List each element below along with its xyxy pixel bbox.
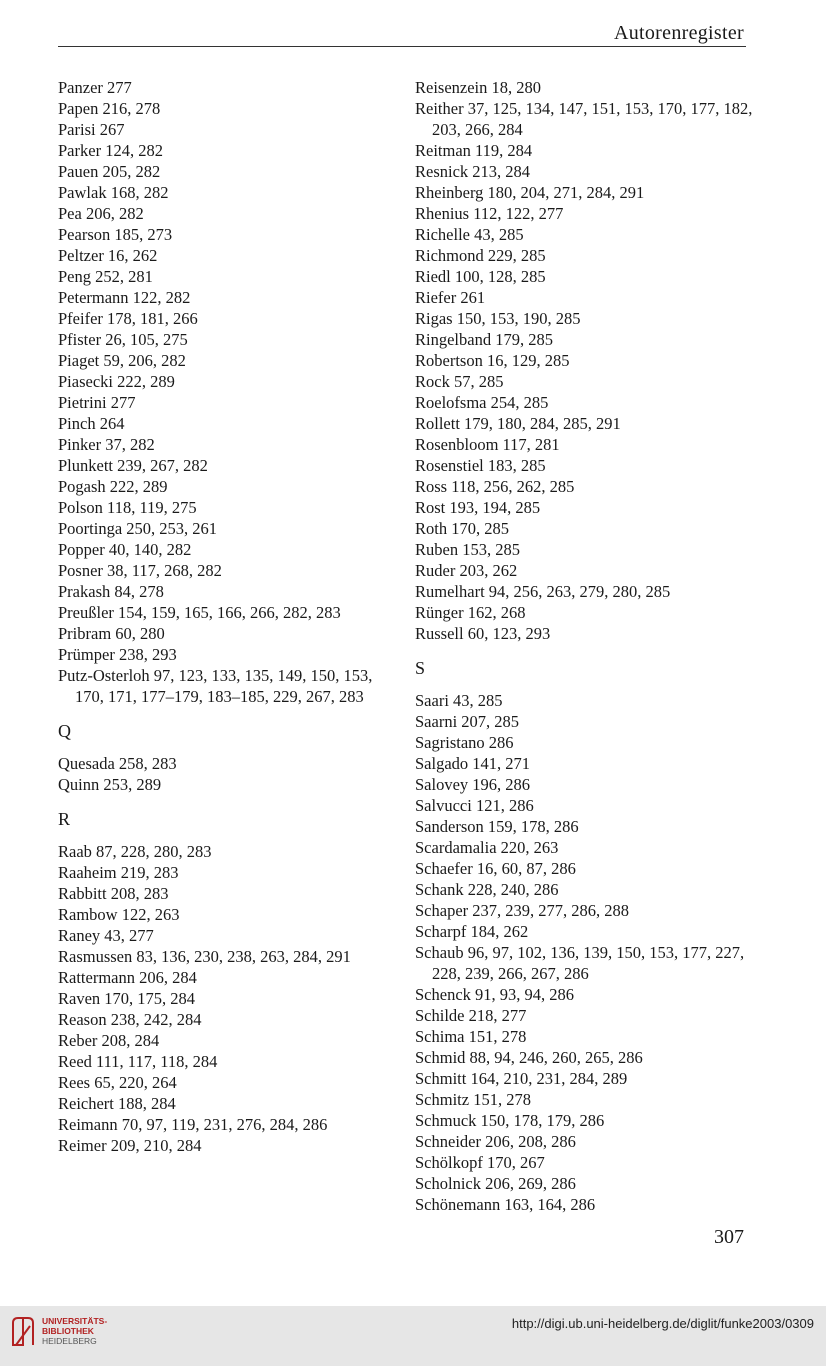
- header-rule: [58, 46, 746, 47]
- logo-line-1: UNIVERSITÄTS-: [42, 1316, 108, 1326]
- index-entry: Riefer 261: [415, 288, 486, 307]
- index-entry: Schaefer 16, 60, 87, 286: [415, 859, 576, 878]
- index-entry: Panzer 277: [58, 78, 132, 97]
- index-column-left: [58, 77, 398, 1156]
- index-entry: Quinn 253, 289: [58, 775, 162, 794]
- index-entry: Peltzer 16, 262: [58, 246, 158, 265]
- index-entry: Rambow 122, 263: [58, 905, 180, 924]
- index-entry: Pogash 222, 289: [58, 477, 168, 496]
- library-emblem-icon: [10, 1314, 36, 1348]
- index-entry: Scardamalia 220, 263: [415, 838, 559, 857]
- index-entry: Sagristano 286: [415, 733, 514, 752]
- index-entry: Schmitt 164, 210, 231, 284, 289: [415, 1069, 628, 1088]
- index-entry: Rhenius 112, 122, 277: [415, 204, 564, 223]
- index-entry: Reimer 209, 210, 284: [58, 1136, 202, 1155]
- index-entry: Russell 60, 123, 293: [415, 624, 551, 643]
- index-entry: Piasecki 222, 289: [58, 372, 175, 391]
- index-entry: Poortinga 250, 253, 261: [58, 519, 218, 538]
- index-entry: Robertson 16, 129, 285: [415, 351, 570, 370]
- index-entry: Preußler 154, 159, 165, 166, 266, 282, 283: [58, 603, 341, 622]
- index-entry: Schmitz 151, 278: [415, 1090, 531, 1109]
- index-entry: Plunkett 239, 267, 282: [58, 456, 208, 475]
- index-entry: Pfister 26, 105, 275: [58, 330, 188, 349]
- index-entry: Schmid 88, 94, 246, 260, 265, 286: [415, 1048, 643, 1067]
- index-entry: Roelofsma 254, 285: [415, 393, 549, 412]
- index-entry: Salvucci 121, 286: [415, 796, 534, 815]
- index-entry: Raven 170, 175, 284: [58, 989, 196, 1008]
- index-entry: Reichert 188, 284: [58, 1094, 176, 1113]
- index-entry: Rasmussen 83, 136, 230, 238, 263, 284, 291: [58, 947, 351, 966]
- index-entry: Schank 228, 240, 286: [415, 880, 559, 899]
- index-entry: Reber 208, 284: [58, 1031, 160, 1050]
- index-entry: Rattermann 206, 284: [58, 968, 197, 987]
- index-entry: Ruder 203, 262: [415, 561, 518, 580]
- index-entry: Raab 87, 228, 280, 283: [58, 842, 212, 861]
- index-entry: Pinker 37, 282: [58, 435, 155, 454]
- index-entry: Rees 65, 220, 264: [58, 1073, 177, 1092]
- index-entry: Raaheim 219, 283: [58, 863, 179, 882]
- index-entry: Pribram 60, 280: [58, 624, 165, 643]
- index-entry: Quesada 258, 283: [58, 754, 177, 773]
- index-entry: Popper 40, 140, 282: [58, 540, 192, 559]
- index-entry: Papen 216, 278: [58, 99, 161, 118]
- index-entry: Schaper 237, 239, 277, 286, 288: [415, 901, 630, 920]
- index-entry: Pauen 205, 282: [58, 162, 161, 181]
- index-entry: Reimann 70, 97, 119, 231, 276, 284, 286: [58, 1115, 328, 1134]
- index-entry: Pearson 185, 273: [58, 225, 173, 244]
- index-entry: Rabbitt 208, 283: [58, 884, 169, 903]
- index-entry: Raney 43, 277: [58, 926, 154, 945]
- index-entry: Ross 118, 256, 262, 285: [415, 477, 575, 496]
- index-entry: Pfeifer 178, 181, 266: [58, 309, 198, 328]
- index-entry: Schneider 206, 208, 286: [415, 1132, 576, 1151]
- index-entry: Ringelband 179, 285: [415, 330, 553, 349]
- index-entry: Schilde 218, 277: [415, 1006, 527, 1025]
- index-entry: Rost 193, 194, 285: [415, 498, 541, 517]
- index-entry: Posner 38, 117, 268, 282: [58, 561, 222, 580]
- index-entry: Putz-Osterloh 97, 123, 133, 135, 149, 150, 153, 170, 171, 177–179, 183–185, 229, 267, 283: [58, 666, 373, 706]
- footer-bar: [0, 1306, 826, 1366]
- logo-line-3: HEIDELBERG: [42, 1336, 97, 1346]
- index-entry: Reitman 119, 284: [415, 141, 533, 160]
- index-entry: Scholnick 206, 269, 286: [415, 1174, 576, 1193]
- index-entry: Reither 37, 125, 134, 147, 151, 153, 170, 177, 182, 203, 266, 284: [415, 99, 753, 139]
- index-entry: Polson 118, 119, 275: [58, 498, 197, 517]
- section-letter: Q: [58, 721, 71, 741]
- index-entry: Ruben 153, 285: [415, 540, 520, 559]
- index-entry: Rumelhart 94, 256, 263, 279, 280, 285: [415, 582, 671, 601]
- index-entry: Scharpf 184, 262: [415, 922, 529, 941]
- index-entry: Salovey 196, 286: [415, 775, 531, 794]
- index-entry: Reed 111, 117, 118, 284: [58, 1052, 218, 1071]
- library-logo[interactable]: [10, 1314, 107, 1348]
- index-entry: Saari 43, 285: [415, 691, 503, 710]
- index-entry: Saarni 207, 285: [415, 712, 520, 731]
- index-entry: Rosenbloom 117, 281: [415, 435, 560, 454]
- index-entry: Reisenzein 18, 280: [415, 78, 542, 97]
- index-entry: Pinch 264: [58, 414, 125, 433]
- index-entry: Rollett 179, 180, 284, 285, 291: [415, 414, 621, 433]
- source-url-link[interactable]: http://digi.ub.uni-heidelberg.de/diglit/funke2003/0309: [511, 1316, 814, 1331]
- index-entry: Sanderson 159, 178, 286: [415, 817, 579, 836]
- index-entry: Rock 57, 285: [415, 372, 504, 391]
- index-entry: Pawlak 168, 282: [58, 183, 169, 202]
- index-entry: Richelle 43, 285: [415, 225, 524, 244]
- page-number: 307: [714, 1226, 744, 1248]
- index-entry: Rigas 150, 153, 190, 285: [415, 309, 581, 328]
- index-entry: Parker 124, 282: [58, 141, 163, 160]
- index-column-right: [415, 77, 755, 1215]
- index-entry: Reason 238, 242, 284: [58, 1010, 202, 1029]
- index-entry: Pietrini 277: [58, 393, 136, 412]
- index-entry: Schenck 91, 93, 94, 286: [415, 985, 575, 1004]
- logo-line-2: BIBLIOTHEK: [42, 1326, 94, 1336]
- library-logo-text: [42, 1316, 107, 1346]
- index-entry: Roth 170, 285: [415, 519, 509, 538]
- index-entry: Rünger 162, 268: [415, 603, 526, 622]
- index-entry: Riedl 100, 128, 285: [415, 267, 546, 286]
- index-entry: Prümper 238, 293: [58, 645, 177, 664]
- index-entry: Schönemann 163, 164, 286: [415, 1195, 596, 1214]
- index-entry: Schmuck 150, 178, 179, 286: [415, 1111, 605, 1130]
- index-entry: Schaub 96, 97, 102, 136, 139, 150, 153, 177, 227, 228, 239, 266, 267, 286: [415, 943, 745, 983]
- section-letter: R: [58, 809, 71, 829]
- index-entry: Petermann 122, 282: [58, 288, 191, 307]
- index-entry: Schima 151, 278: [415, 1027, 527, 1046]
- index-entry: Rosenstiel 183, 285: [415, 456, 546, 475]
- index-entry: Salgado 141, 271: [415, 754, 531, 773]
- index-entry: Pea 206, 282: [58, 204, 144, 223]
- index-entry: Resnick 213, 284: [415, 162, 531, 181]
- page-header-title: Autorenregister: [613, 22, 744, 44]
- index-entry: Prakash 84, 278: [58, 582, 164, 601]
- index-entry: Peng 252, 281: [58, 267, 153, 286]
- index-entry: Piaget 59, 206, 282: [58, 351, 186, 370]
- index-entry: Schölkopf 170, 267: [415, 1153, 545, 1172]
- index-entry: Parisi 267: [58, 120, 125, 139]
- index-entry: Richmond 229, 285: [415, 246, 546, 265]
- section-letter: S: [415, 658, 426, 678]
- index-entry: Rheinberg 180, 204, 271, 284, 291: [415, 183, 645, 202]
